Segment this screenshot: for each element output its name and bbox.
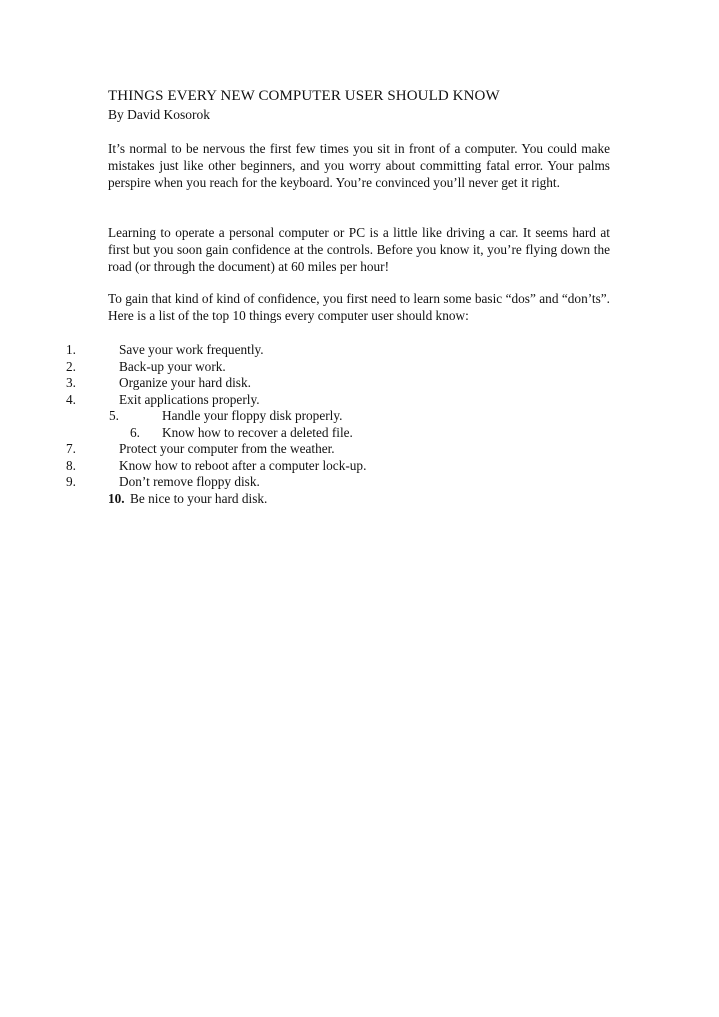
list-item-number: 10. — [108, 491, 125, 506]
list-item-text: Exit applications properly. — [119, 391, 260, 407]
list-item-number: 6. — [130, 424, 140, 440]
list-item-text: Don’t remove floppy disk. — [119, 474, 260, 489]
list-item-number: 4. — [66, 391, 76, 407]
paragraph-1: It’s normal to be nervous the first few times you sit in front of a computer. You could make mistakes just like other beginners, and you worry about committing fatal error. Your palms perspire when you reach for the keyboard. You’re convinced you’ll never get it right. — [108, 141, 610, 190]
list-item-text: Know how to recover a deleted file. — [162, 424, 353, 440]
list-item-number: 9. — [66, 474, 76, 489]
list-item-number: 8. — [66, 457, 76, 473]
list-item-number: 3. — [66, 375, 76, 390]
paragraph-2: Learning to operate a personal computer or PC is a little like driving a car. It seems hard at first but you soon gain confidence at the controls. Before you know it, you’re flying down the road (or through the document) at 60 miles per hour! — [108, 225, 610, 274]
document-title: THINGS EVERY NEW COMPUTER USER SHOULD KNOW — [108, 88, 500, 104]
list-item-number: 1. — [66, 342, 76, 357]
list-item-number: 2. — [66, 358, 76, 374]
list-item-text: Protect your computer from the weather. — [119, 441, 335, 456]
list-item-text: Handle your floppy disk properly. — [162, 408, 343, 423]
document-author: By David Kosorok — [108, 107, 210, 122]
paragraph-3: To gain that kind of kind of confidence, you first need to learn some basic “dos” and “don’ts”. Here is a list of the top 10 things every computer user should know: — [108, 291, 610, 323]
list-item-text: Back-up your work. — [119, 358, 226, 374]
list-item-text: Be nice to your hard disk. — [130, 491, 268, 506]
list-item-text: Know how to reboot after a computer lock-up. — [119, 457, 367, 473]
list-item-number: 7. — [66, 441, 76, 456]
list-item-text: Save your work frequently. — [119, 342, 264, 357]
list-item-text: Organize your hard disk. — [119, 375, 251, 390]
list-item-number: 5. — [109, 408, 119, 423]
